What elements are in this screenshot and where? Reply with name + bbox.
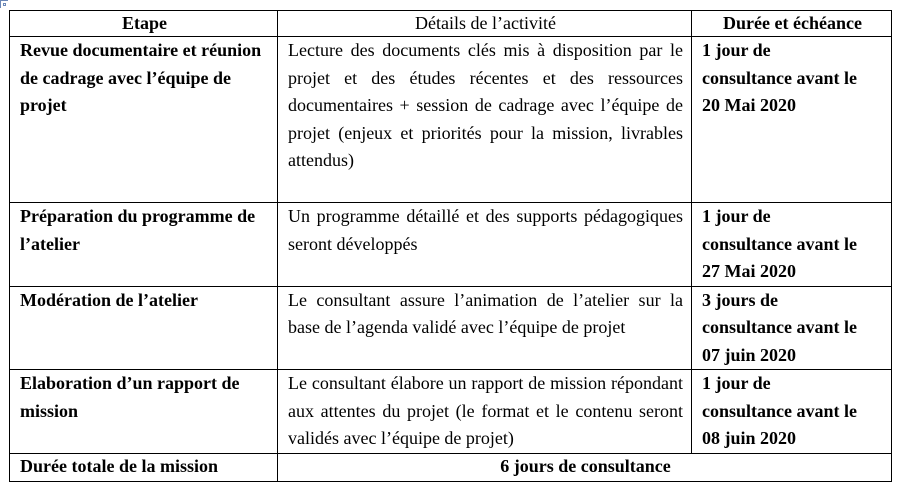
row-stage-cell: Elaboration d’un rapport de mission [10,370,278,454]
deadline-date: 07 juin 2020 [702,344,797,365]
duration-text: 1 jour de [702,373,771,393]
duration-text: 3 jours de [702,289,778,310]
duration-text: 1 jour de [702,40,771,60]
row-stage-cell: Préparation du programme de l’atelier [10,203,278,287]
deadline-date: 27 Mai 2020 [702,261,796,281]
row-stage-cell: Revue documentaire et réunion de cadrage avec l’équipe de projet [10,37,278,203]
row-stage-cell: Modération de l’atelier [10,286,278,370]
total-row [10,453,892,481]
duration-text: 1 jour de [702,206,771,226]
row-details-cell: Lecture des documents clés mis à disposition par le projet et des études récentes et des ressources documentaires + session de cadrage avec l’équipe de projet (enjeux et priorités pour la mission, livrables attendus) [278,37,692,203]
row-deadline-cell [692,286,892,370]
row-deadline-cell [692,370,892,454]
deadline-text: consultance avant le [702,67,857,88]
table-row [10,203,892,287]
table-row [10,286,892,370]
table-row [10,370,892,454]
table-move-handle-icon[interactable] [0,0,8,8]
total-value: 6 jours de consultance [278,453,892,481]
deadline-text: consultance avant le [702,400,857,421]
header-stage: Etape [10,11,278,37]
deadline-text: consultance avant le [702,317,857,337]
header-details: Détails de l’activité [278,11,692,37]
header-deadline: Durée et échéance [692,11,892,37]
row-deadline-cell [692,37,892,203]
deadline-date: 20 Mai 2020 [702,95,796,115]
mission-schedule-table [9,10,892,482]
row-details-cell: Le consultant assure l’animation de l’atelier sur la base de l’agenda validé avec l’équipe de projet [278,286,692,370]
table-row [10,37,892,203]
row-deadline-cell [692,203,892,287]
deadline-text: consultance avant le [702,233,857,254]
row-details-cell: Un programme détaillé et des supports pédagogiques seront développés [278,203,692,287]
table-header-row [10,11,892,37]
row-details-cell: Le consultant élabore un rapport de mission répondant aux attentes du projet (le format et le contenu seront validés avec l’équipe de projet) [278,370,692,454]
deadline-date: 08 juin 2020 [702,428,797,448]
total-label: Durée totale de la mission [10,453,278,481]
